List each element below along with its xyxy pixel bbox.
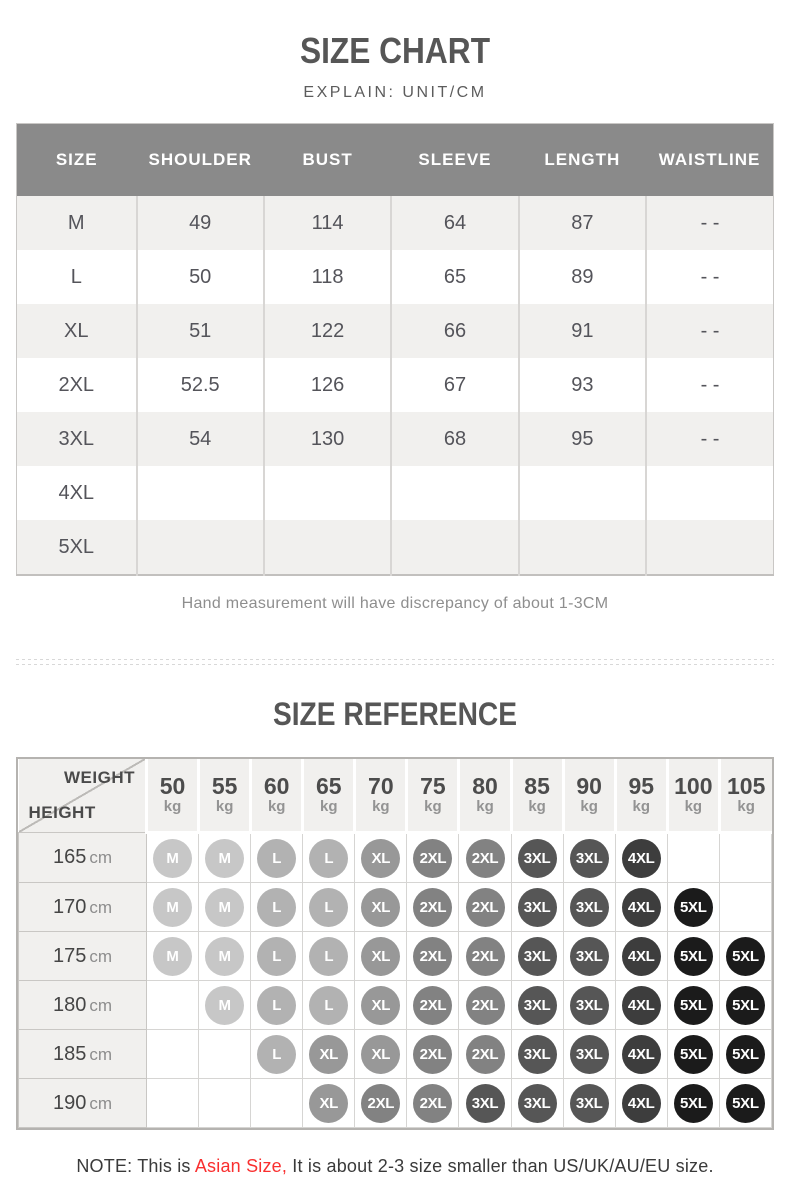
size-recommendation-cell: [303, 883, 355, 932]
weight-value: 80: [472, 773, 498, 800]
size-circle: 2XL: [413, 937, 452, 976]
measurement-cell: 89: [519, 250, 646, 304]
weight-column-header: [147, 759, 199, 833]
size-circle: M: [205, 839, 244, 878]
weight-value: 105: [726, 773, 766, 800]
measurement-cell: 67: [391, 358, 518, 412]
size-recommendation-cell: [615, 1079, 667, 1128]
measurement-cell: 54: [137, 412, 264, 466]
size-circle: M: [205, 888, 244, 927]
size-circle: 2XL: [413, 839, 452, 878]
size-circle: 2XL: [413, 888, 452, 927]
measurement-cell: 126: [264, 358, 391, 412]
size-circle: M: [205, 986, 244, 1025]
size-label-cell: L: [70, 265, 82, 288]
size-circle: 3XL: [570, 1035, 609, 1074]
size-circle: 2XL: [466, 888, 505, 927]
size-circle: M: [153, 839, 192, 878]
size-recommendation-cell: [407, 833, 459, 883]
unit-subtitle: EXPLAIN: UNIT/CM: [303, 84, 487, 101]
size-recommendation-cell: [303, 1079, 355, 1128]
size-circle: 3XL: [570, 986, 609, 1025]
size-circle: 2XL: [466, 839, 505, 878]
size-recommendation-cell: [667, 981, 719, 1030]
measurement-cell: 118: [264, 250, 391, 304]
height-row: [19, 1079, 772, 1128]
size-circle: 2XL: [361, 1084, 400, 1123]
size-recommendation-cell: [719, 1030, 771, 1079]
height-row: [19, 1030, 772, 1079]
size-recommendation-cell: [719, 833, 771, 883]
weight-column-header: [511, 759, 563, 833]
measurement-cell: - -: [646, 412, 773, 466]
size-chart-column-header: LENGTH: [519, 124, 646, 197]
measurement-cell: 66: [391, 304, 518, 358]
size-circle: 5XL: [674, 986, 713, 1025]
size-recommendation-cell: [511, 1030, 563, 1079]
size-recommendation-cell: [615, 932, 667, 981]
weight-value: 90: [576, 773, 602, 800]
size-recommendation-cell: [667, 1079, 719, 1128]
measurement-cell: 52.5: [137, 358, 264, 412]
measurement-cell: 68: [391, 412, 518, 466]
size-recommendation-cell: [459, 932, 511, 981]
size-recommendation-cell: [147, 1030, 199, 1079]
weight-unit: kg: [267, 798, 286, 816]
size-circle: 2XL: [413, 986, 452, 1025]
size-recommendation-cell: [407, 981, 459, 1030]
measurement-cell: 51: [137, 304, 264, 358]
size-recommendation-cell: [303, 932, 355, 981]
height-axis-label: HEIGHT: [28, 803, 96, 822]
height-value: 190: [52, 1091, 87, 1114]
measurement-cell: [137, 520, 264, 575]
weight-value: 95: [628, 773, 655, 800]
size-recommendation-cell: [199, 1079, 251, 1128]
corner-header-cell: [19, 759, 147, 833]
size-label-cell: 2XL: [58, 373, 95, 396]
weight-unit: kg: [528, 798, 546, 816]
size-chart-column-header: SHOULDER: [137, 124, 264, 197]
weight-column-header: [355, 759, 407, 833]
measurement-cell: 49: [137, 196, 264, 250]
size-circle: 5XL: [674, 1035, 713, 1074]
weight-column-header: [199, 759, 251, 833]
size-recommendation-cell: [563, 932, 615, 981]
size-recommendation-cell: [199, 833, 251, 883]
measurement-cell: 93: [519, 358, 646, 412]
size-recommendation-cell: [251, 932, 303, 981]
weight-value: 85: [524, 773, 550, 800]
size-circle: 3XL: [518, 1035, 557, 1074]
size-recommendation-cell: [563, 883, 615, 932]
size-recommendation-cell: [147, 1079, 199, 1128]
size-recommendation-cell: [511, 883, 563, 932]
size-circle: L: [309, 986, 348, 1025]
size-circle: 3XL: [570, 839, 609, 878]
weight-value: 55: [211, 773, 238, 800]
size-recommendation-cell: [563, 981, 615, 1030]
size-chart-infographic: [16, 0, 774, 1177]
size-recommendation-cell: [303, 981, 355, 1030]
measurement-cell: [391, 466, 518, 520]
measurement-cell: [646, 466, 773, 520]
measurement-cell: - -: [646, 196, 773, 250]
height-row: [19, 932, 772, 981]
size-circle: 2XL: [466, 1035, 505, 1074]
size-label-cell: M: [67, 211, 85, 234]
size-recommendation-cell: [251, 1079, 303, 1128]
size-label-cell: XL: [64, 319, 89, 342]
size-recommendation-cell: [459, 883, 511, 932]
size-recommendation-cell: [615, 1030, 667, 1079]
size-circle: 4XL: [622, 1084, 661, 1123]
weight-column-header: [563, 759, 615, 833]
size-circle: XL: [361, 986, 400, 1025]
size-label-cell: 4XL: [58, 481, 95, 504]
size-recommendation-cell: [407, 1079, 459, 1128]
measurement-cell: - -: [646, 250, 773, 304]
weight-unit: kg: [684, 798, 703, 816]
measurement-cell: [519, 520, 646, 575]
size-recommendation-cell: [407, 932, 459, 981]
note-highlight: Asian Size,: [194, 1156, 288, 1176]
size-recommendation-cell: [199, 932, 251, 981]
size-recommendation-cell: [303, 833, 355, 883]
size-chart-row: [17, 520, 774, 575]
size-recommendation-cell: [511, 1079, 563, 1128]
height-label-cell: [19, 833, 147, 883]
weight-column-header: [251, 759, 303, 833]
size-circle: 5XL: [726, 937, 765, 976]
size-circle: L: [309, 839, 348, 878]
weight-unit: kg: [737, 798, 755, 816]
size-recommendation-cell: [511, 833, 563, 883]
size-circle: L: [309, 888, 348, 927]
measurement-cell: 114: [264, 196, 391, 250]
size-circle: 2XL: [413, 1035, 452, 1074]
size-circle: 3XL: [518, 839, 557, 878]
size-circle: L: [257, 937, 296, 976]
measurement-cell: 64: [391, 196, 518, 250]
size-recommendation-cell: [719, 1079, 771, 1128]
size-circle: 3XL: [466, 1084, 505, 1123]
size-label-cell: 3XL: [58, 427, 95, 450]
size-recommendation-cell: [355, 932, 407, 981]
height-value: 180: [52, 993, 87, 1016]
size-circle: 4XL: [622, 1035, 661, 1074]
size-chart-column-header: SIZE: [17, 124, 137, 197]
measurement-cell: [646, 520, 773, 575]
size-recommendation-cell: [147, 833, 199, 883]
size-circle: 4XL: [622, 986, 661, 1025]
size-chart-column-header: BUST: [264, 124, 391, 197]
size-recommendation-cell: [719, 883, 771, 932]
size-recommendation-cell: [511, 981, 563, 1030]
size-circle: XL: [309, 1084, 348, 1123]
note-suffix: It is about 2-3 size smaller than US/UK/AU/EU size.: [287, 1156, 714, 1176]
height-label-cell: [19, 883, 147, 932]
size-recommendation-cell: [147, 883, 199, 932]
measurement-cell: [137, 466, 264, 520]
height-label-cell: [19, 1030, 147, 1079]
size-chart-row: [17, 412, 774, 466]
size-recommendation-cell: [251, 981, 303, 1030]
size-recommendation-cell: [667, 932, 719, 981]
measurement-cell: 130: [264, 412, 391, 466]
weight-column-header: [719, 759, 771, 833]
weight-header-row: [19, 759, 772, 833]
measurement-note: Hand measurement will have discrepancy of about 1-3CM: [181, 595, 609, 612]
size-recommendation-cell: [407, 1030, 459, 1079]
size-recommendation-cell: [355, 1079, 407, 1128]
size-recommendation-cell: [251, 883, 303, 932]
measurement-cell: 50: [137, 250, 264, 304]
height-value: 175: [52, 944, 87, 967]
size-chart-row: [17, 196, 774, 250]
measurement-cell: 95: [519, 412, 646, 466]
size-circle: 3XL: [518, 1084, 557, 1123]
height-value: 165: [52, 846, 87, 868]
size-chart-row: [17, 466, 774, 520]
weight-column-header: [459, 759, 511, 833]
size-recommendation-cell: [355, 833, 407, 883]
measurement-cell: 122: [264, 304, 391, 358]
size-recommendation-cell: [407, 883, 459, 932]
size-circle: 5XL: [674, 1084, 713, 1123]
size-recommendation-cell: [355, 883, 407, 932]
size-recommendation-cell: [459, 981, 511, 1030]
size-chart-row: [17, 304, 774, 358]
size-circle: XL: [309, 1035, 348, 1074]
size-chart-column-header: WAISTLINE: [646, 124, 773, 197]
size-circle: 3XL: [570, 1084, 609, 1123]
size-reference-table: [18, 759, 772, 1128]
height-value: 185: [52, 1042, 87, 1065]
size-circle: M: [153, 888, 192, 927]
height-row: [19, 981, 772, 1030]
size-chart-row: [17, 250, 774, 304]
size-recommendation-cell: [459, 1030, 511, 1079]
weight-unit: kg: [424, 798, 442, 816]
size-circle: 2XL: [466, 986, 505, 1025]
size-recommendation-cell: [719, 932, 771, 981]
size-circle: 4XL: [622, 888, 661, 927]
size-recommendation-cell: [459, 1079, 511, 1128]
height-unit: cm: [89, 946, 113, 966]
size-recommendation-cell: [563, 1079, 615, 1128]
measurement-cell: - -: [646, 304, 773, 358]
size-circle: M: [153, 937, 192, 976]
size-recommendation-cell: [303, 1030, 355, 1079]
size-reference-table-wrapper: [16, 757, 774, 1130]
measurement-cell: [264, 466, 391, 520]
note-prefix: NOTE: This is: [76, 1156, 195, 1176]
weight-unit: kg: [580, 798, 598, 816]
size-recommendation-cell: [147, 981, 199, 1030]
height-label-cell: [19, 932, 147, 981]
size-circle: XL: [361, 888, 400, 927]
size-circle: 3XL: [570, 888, 609, 927]
size-recommendation-cell: [719, 981, 771, 1030]
weight-value: 100: [674, 773, 713, 800]
size-circle: 5XL: [726, 1035, 765, 1074]
size-circle: 2XL: [413, 1084, 452, 1123]
size-circle: XL: [361, 839, 400, 878]
size-circle: 3XL: [570, 937, 609, 976]
size-circle: 5XL: [674, 888, 713, 927]
weight-column-header: [407, 759, 459, 833]
weight-unit: kg: [632, 798, 650, 816]
size-circle: 3XL: [518, 986, 557, 1025]
size-circle: 4XL: [622, 937, 661, 976]
size-recommendation-cell: [563, 833, 615, 883]
height-unit: cm: [89, 995, 113, 1015]
size-circle: XL: [361, 1035, 400, 1074]
weight-unit: kg: [215, 798, 234, 816]
size-recommendation-cell: [615, 833, 667, 883]
dotted-divider: [16, 659, 774, 666]
size-recommendation-cell: [199, 981, 251, 1030]
size-recommendation-cell: [199, 883, 251, 932]
size-circle: 3XL: [518, 888, 557, 927]
size-recommendation-cell: [459, 833, 511, 883]
weight-unit: kg: [163, 798, 182, 816]
size-chart-row: [17, 358, 774, 412]
size-recommendation-cell: [615, 883, 667, 932]
size-chart-table: [16, 123, 774, 576]
size-recommendation-cell: [355, 981, 407, 1030]
page-title: SIZE CHART: [299, 30, 491, 71]
weight-value: 50: [159, 773, 186, 800]
size-recommendation-cell: [615, 981, 667, 1030]
height-unit: cm: [89, 848, 113, 867]
height-value: 170: [52, 895, 87, 918]
weight-unit: kg: [476, 798, 494, 816]
measurement-cell: [519, 466, 646, 520]
size-circle: L: [257, 986, 296, 1025]
size-recommendation-cell: [355, 1030, 407, 1079]
size-circle: L: [257, 1035, 296, 1074]
size-chart-column-header: SLEEVE: [391, 124, 518, 197]
size-label-cell: 5XL: [58, 535, 95, 558]
height-row: [19, 883, 772, 932]
weight-axis-label: WEIGHT: [64, 768, 135, 787]
height-row: [19, 833, 772, 883]
measurement-cell: 91: [519, 304, 646, 358]
size-recommendation-cell: [251, 833, 303, 883]
weight-unit: kg: [372, 798, 390, 816]
size-recommendation-cell: [667, 1030, 719, 1079]
size-recommendation-cell: [563, 1030, 615, 1079]
asian-size-note: [16, 1156, 774, 1177]
size-recommendation-cell: [667, 883, 719, 932]
measurement-cell: [264, 520, 391, 575]
size-circle: L: [257, 888, 296, 927]
weight-value: 75: [420, 773, 446, 800]
size-circle: 5XL: [726, 986, 765, 1025]
measurement-cell: 65: [391, 250, 518, 304]
size-circle: 4XL: [622, 839, 661, 878]
measurement-cell: [391, 520, 518, 575]
size-circle: 5XL: [674, 937, 713, 976]
size-circle: L: [257, 839, 296, 878]
height-unit: cm: [89, 1093, 113, 1113]
height-label-cell: [19, 1079, 147, 1128]
height-unit: cm: [89, 897, 113, 917]
size-circle: 2XL: [466, 937, 505, 976]
size-circle: M: [205, 937, 244, 976]
size-recommendation-cell: [251, 1030, 303, 1079]
weight-value: 65: [315, 773, 342, 800]
weight-column-header: [667, 759, 719, 833]
size-circle: XL: [361, 937, 400, 976]
size-reference-title: SIZE REFERENCE: [272, 696, 518, 732]
weight-column-header: [303, 759, 355, 833]
size-recommendation-cell: [667, 833, 719, 883]
measurement-cell: - -: [646, 358, 773, 412]
measurement-cell: 87: [519, 196, 646, 250]
weight-unit: kg: [320, 798, 338, 816]
weight-column-header: [615, 759, 667, 833]
size-circle: 3XL: [518, 937, 557, 976]
weight-value: 70: [368, 773, 394, 800]
height-label-cell: [19, 981, 147, 1030]
size-circle: L: [309, 937, 348, 976]
size-chart-header-row: [17, 124, 774, 197]
size-recommendation-cell: [511, 932, 563, 981]
size-recommendation-cell: [199, 1030, 251, 1079]
size-recommendation-cell: [147, 932, 199, 981]
size-circle: 5XL: [726, 1084, 765, 1123]
height-unit: cm: [89, 1044, 113, 1064]
weight-value: 60: [263, 773, 290, 800]
